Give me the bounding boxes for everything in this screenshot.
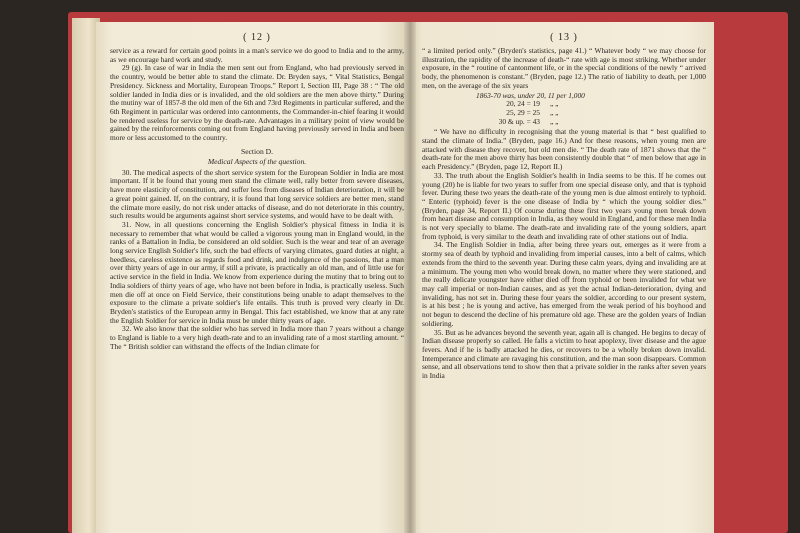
section-title: Section D. [240,146,274,156]
book-gutter [404,22,416,533]
table-cell: 25, 29 = 25 [506,107,540,117]
table-cell: „ „ [550,107,559,117]
table-cell: 30 & up. = 43 [498,116,540,126]
section-subtitle: Medical Aspects of the question. [207,156,307,166]
table-cell: „ „ [550,116,559,126]
body-text [110,47,404,352]
table-head: 1863-70 was, under 20, 11 per 1,000 [476,90,585,100]
page-number: ( 12 ) [243,32,271,43]
paragraph: 33. The truth about the English Soldier's health in India seems to be this. If he comes out young (20) he is liable for two years to suffer from one special disease only, and that is typhoid fever. During these two years the death-rate of the young men is due almost entirely to typhoid. “ Enteric (typhoid) fever is the one disease of India by “ which the young soldier dies.” (Bryden, page 34, Report II.) Of course during these first two years young men break down from heart disease and consumption in India, as they would in England, and for these men India is not very specially to blame. The death-rate and invaliding rate of the young soldiers, apart from typhoid, is very similar to the death and invaliding rate of other stations out of India. [422,170,706,241]
mortality-table [422,92,706,127]
table-cell: „ „ [550,99,559,109]
paragraph: 34. The English Soldier in India, after being three years out, emerges as it were from a stormy sea of death by typhoid and invaliding from imperial causes, into a belt of calms, which extends from the third to the seventh year. During these calm years, dying and invaliding are at a minimum. The young men who would break down, no matter where they were stationed, and the really delicate youngster have either died off from typhoid or been invalided for what we may call imperial or non-Indian causes, and as yet the actual Indian-deterioration, dying and invaliding, has not set in. During these four years the soldier, according to our present system, is at his best ; he is young and active, has emerged from the weak period of his boyhood and not begun to descend the decline of his premature old age. These are the golden years of Indian soldiering. [422,240,706,328]
paragraph: 30. The medical aspects of the short service system for the European Soldier in India are most important. If it be found that young men stand the climate well, rally better from severe diseases, have more elasticity of constitution, and suffer less from diseases of Indian deterioration, it will be a great point gained. If, on the contrary, it is found that long service soldiers are better men, stand the climate more easily, do not risk under attacks of disease, and do not deteriorate in this country, such results would be arguments against short service systems, and would have to be dealt with. [110,167,404,221]
paragraph: “ We have no difficulty in recognising that the young material is that “ best qualified to stand the climate of India.” (Bryden, page 16.) And for these reasons, when young men are attacked with disease they recover, but old men die. “ The death rate of 1871 shows that the “ death-rate for the men above thirty has been consistently double that “ of men below that age in each Presidency.” (Bryden, page 12, Report II.) [422,127,706,172]
right-page [410,22,714,533]
paragraph: service as a reward for certain good points in a man's service we do good to India and to the army, as we encourage hard work and study. [110,46,404,64]
paragraph: 31. Now, in all questions concerning the English Soldier's physical fitness in India it is necessary to remember that what would be called a vigorous young man in England would, in the ranks of a Battalion in India, be considered an old soldier. Such is the wear and tear of an average long service English Soldier's life, such the bad effects of varying climates, guard duties at night, a heedless, careless existence as regards food and drink, and indulgence of the passions, that a man over thirty years of age in our army, if still a private, is practically an old man, and of little use for active service in the field in India. We know from experience during the mutiny that to bring out to India soldiers of thirty years of age, who have not been before in India, is practically useless. Such men die off at once on Field Service, their constitutions being unable to adapt themselves to the exposure to the climate a private soldier's life entails. This truth is proved very clearly in Dr. Bryden's statistics of the European army in Bengal. This fact established, we know that at any rate the English Soldier for service in India must be under thirty years of age. [110,219,404,325]
page-number: ( 13 ) [550,32,578,43]
paragraph: 29 (g). In case of war in India the men sent out from England, who had previously served in the country, would be better able to stand the climate. Dr. Bryden says, “ Vital Statistics, Bengal Presidency. Sickness and Mortality, European Troops.” Report I, Section III, Page 38 : “ The old soldier landed in India dies or is invalided, and the old soldiers are the men above thirty.” During the mutiny war of 1857-8 the old men of the 6th and 73rd Regiments in particular suffered, and the 6th Regiment in particular was ordered into cantonments, the Commander-in-chief fearing it would be rendered useless for service by the death-rate. Advantages in a military point of view would be gained by the reinforcements coming out from England having previously served in India and been more or less accustomed to the country. [110,63,404,143]
paragraph: “ a limited period only.” (Bryden's statistics, page 41.) “ Whatever body “ we may choose for illustration, the rapidity of the increase of death-“ rate with age is most striking. Whether under exposure, in the “ routine of cantonment life, or in the special conditions of the newly “ arrived body, the phenomenon is constant.” (Bryden, page 12.) The ratio of liability to death, per 1,000 men, on the average of the six years [422,46,706,90]
table-cell: 20, 24 = 19 [506,99,540,109]
table-row [422,100,706,109]
paragraph: 35. But as he advances beyond the seventh year, again all is changed. He begins to decay of Indian disease properly so called. He falls a victim to heat apoplexy, liver disease and the ague fevers. And if he is badly attacked he dies, or recovers to be a wholly broken down invalid. Intemperance and climate are ravaging his constitution, and the man soon disappears. Common sense, and all observations tend to show then that a private soldier in the ranks after seven years in India [422,327,706,381]
left-page [96,22,410,533]
body-text [422,47,706,381]
table-row [422,118,706,127]
paragraph: 32. We also know that the soldier who has served in India more than 7 years without a change to England is liable to a very high death-rate and to an invaliding rate of a most startling amount. “ The “ British soldier can withstand the effects of the Indian climate for [110,324,404,351]
table-row [422,109,706,118]
